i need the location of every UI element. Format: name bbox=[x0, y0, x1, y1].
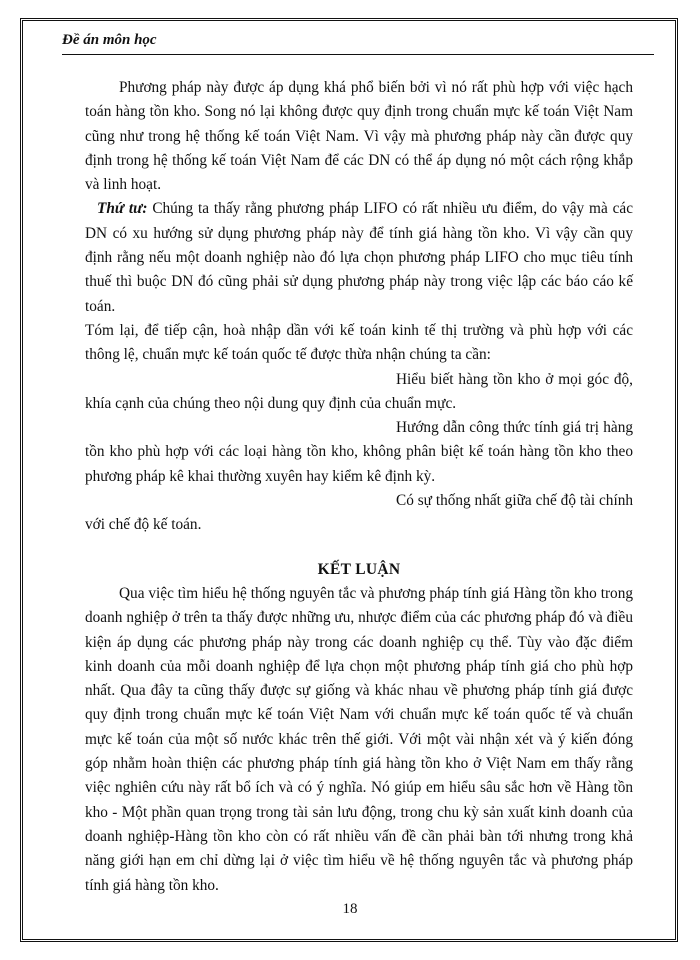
page-header bbox=[62, 26, 654, 55]
header-title: Đề án môn học bbox=[62, 32, 157, 48]
paragraph-2 bbox=[85, 197, 633, 318]
page-body bbox=[85, 76, 633, 898]
paragraph-2-label: Thứ tư: bbox=[97, 200, 148, 218]
paragraph-2-text: Chúng ta thấy rằng phương pháp LIFO có rất nhiều ưu điểm, do vậy mà các DN có xu hướng sử dụng phương pháp này để tính giá hàng tồn kho. Vì vậy cần quy định rằng nếu một doanh nghiệp nào đó lựa chọn phương pháp LIFO cho mục tiêu tính thuế thì buộc DN đó cũng phải sử dụng phương pháp này trong việc lập các báo cáo kế toán. bbox=[85, 200, 633, 315]
conclusion-paragraph: Qua việc tìm hiểu hệ thống nguyên tắc và phương pháp tính giá Hàng tồn kho trong doanh nghiệp ở trên ta thấy được những ưu, nhược điểm của các phương pháp đó và điều kiện áp dụng các phương pháp này trong các doanh nghiệp cụ thể. Tùy vào đặc điểm kinh doanh của mỗi doanh nghiệp để lựa chọn một phương pháp tính giá cho phù hợp nhất. Qua đây ta cũng thấy được sự giống và khác nhau về phương pháp tính giá được quy định trong chuẩn mực kế toán Việt Nam với chuẩn mực kế toán quốc tế và chuẩn mực kế toán của một số nước khác trên thế giới. Với một vài nhận xét và ý kiến đóng góp nhằm hoàn thiện các phương pháp tính giá hàng tồn kho ở Việt Nam em thấy rằng việc nghiên cứu này rất bổ ích và có ý nghĩa. Nó giúp em hiểu sâu sắc hơn về Hàng tồn kho - Một phần quan trọng trong tài sản lưu động, trong chu kỳ sản xuất kinh doanh của doanh nghiệp-Hàng tồn kho còn có rất nhiều vấn đề cần phải bàn tới nhưng trong khả năng giới hạn em chỉ dừng lại ở việc tìm hiểu về hệ thống nguyên tắc và phương pháp tính giá hàng tồn kho. bbox=[85, 584, 633, 894]
paragraph-1: Phương pháp này được áp dụng khá phổ biến bởi vì nó rất phù hợp với việc hạch toán hàng tồn kho. Song nó lại không được quy định trong chuẩn mực kế toán Việt Nam cũng như trong hệ thống kế toán Việt Nam. Vì vậy mà phương pháp này cần được quy định trong hệ thống kế toán Việt Nam để các DN có thể áp dụng nó một cách rộng khắp và linh hoạt. bbox=[85, 79, 633, 194]
bullet-2: Hướng dẫn công thức tính giá trị hàng tồn kho phù hợp với các loại hàng tồn kho, không phân biệt kế toán hàng tồn kho theo phương pháp kê khai thường xuyên hay kiểm kê định kỳ. bbox=[85, 419, 633, 485]
paragraph-3: Tóm lại, để tiếp cận, hoà nhập dần với kế toán kinh tế thị trường và phù hợp với các thông lệ, chuẩn mực kế toán quốc tế được thừa nhận chúng ta cần: bbox=[85, 321, 633, 364]
page-number: 18 bbox=[342, 901, 358, 917]
conclusion-heading: KẾT LUẬN bbox=[317, 560, 401, 578]
bullet-1: Hiểu biết hàng tồn kho ở mọi góc độ, khía cạnh của chúng theo nội dung quy định của chuẩn mực. bbox=[85, 370, 633, 412]
bullet-3: Có sự thống nhất giữa chế độ tài chính với chế độ kế toán. bbox=[85, 492, 633, 534]
